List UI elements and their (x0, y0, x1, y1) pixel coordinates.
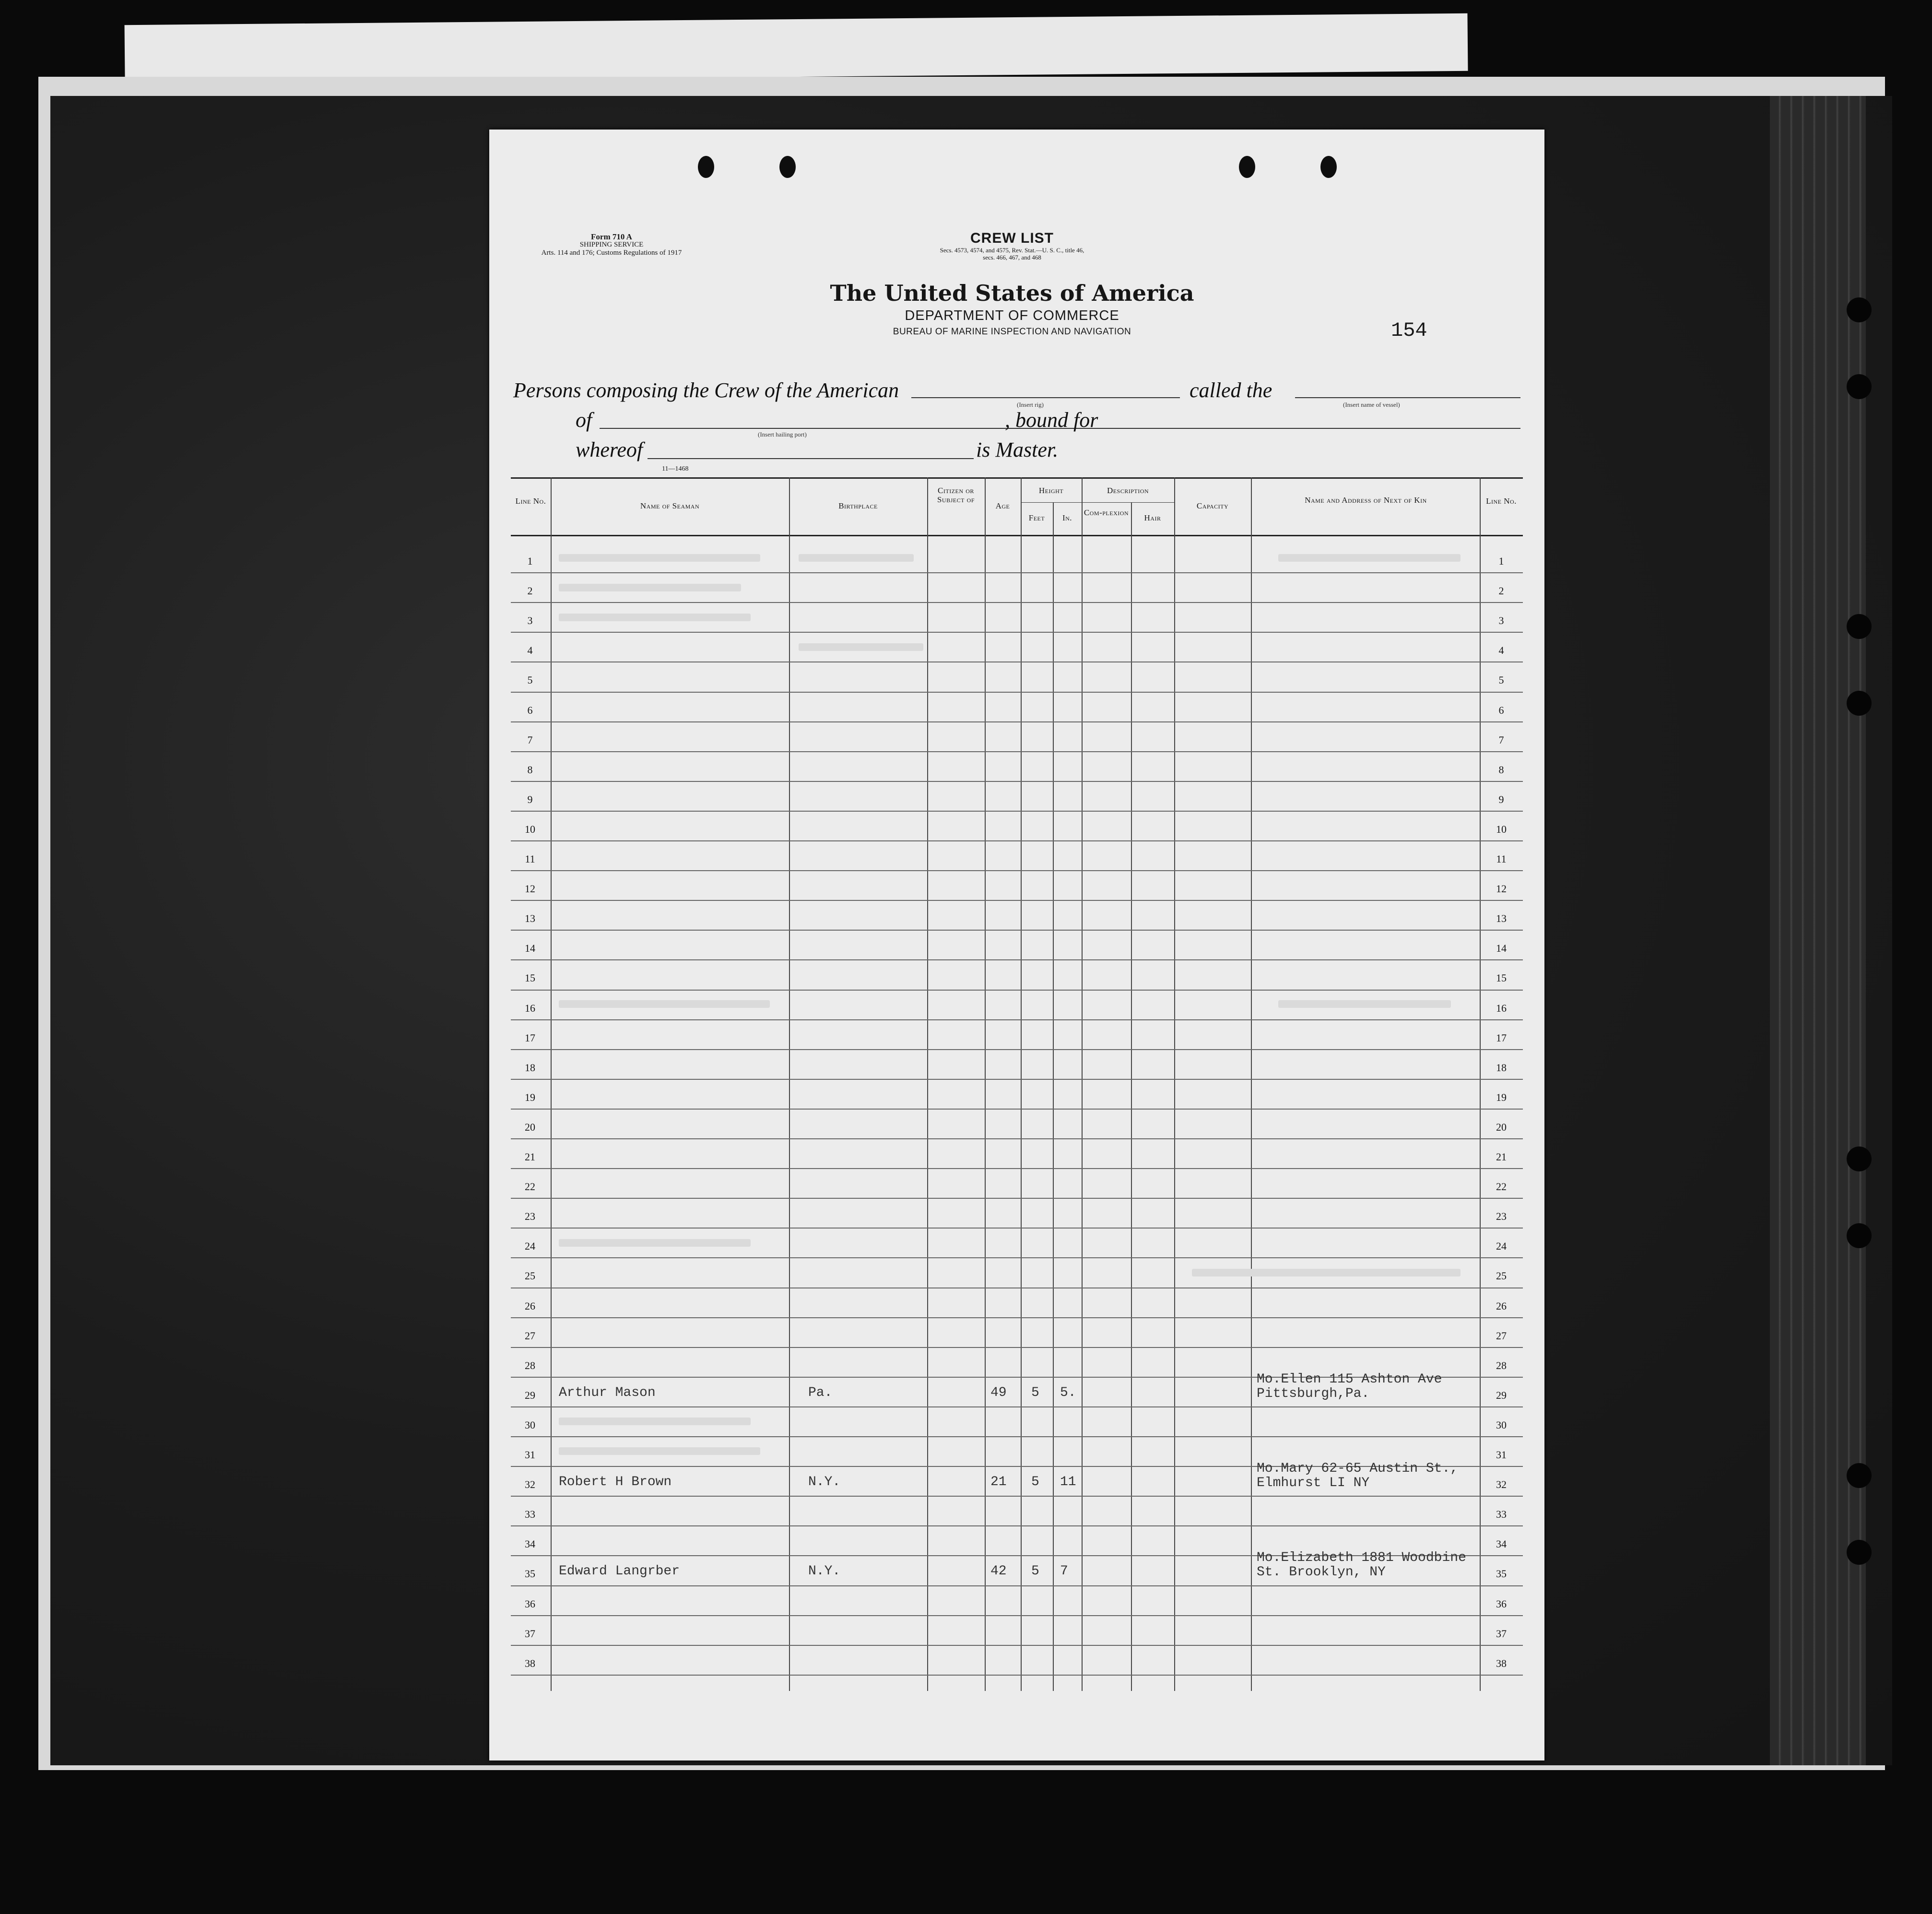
line-number-left: 9 (527, 793, 533, 805)
line-number-left: 24 (525, 1240, 535, 1252)
table-row-rule (511, 1347, 1523, 1348)
table-row-rule (511, 1019, 1523, 1020)
column-header-kin: Name and Address of Next of Kin (1305, 496, 1427, 505)
faded-entry (559, 614, 751, 621)
age: 49 (990, 1385, 1007, 1400)
table-row-rule (511, 811, 1523, 812)
table-row-rule (511, 1615, 1523, 1616)
column-header-inches: In. (1062, 513, 1072, 522)
next-of-kin-line1: Mo.Elizabeth 1881 Woodbine (1257, 1550, 1466, 1566)
table-row-rule (511, 602, 1523, 603)
rig-hint: (Insert rig) (1017, 401, 1044, 408)
column-header-citizen: Citizen or Subject of (937, 486, 975, 504)
faded-entry (1278, 554, 1461, 562)
column-header-name: Name of Seaman (640, 501, 700, 510)
line-number-left: 6 (527, 704, 533, 716)
master-field-line (648, 458, 974, 459)
column-rule (1174, 477, 1175, 1691)
table-row-rule (511, 1406, 1523, 1407)
preamble-is-master: is Master. (976, 438, 1059, 461)
seaman-name: Edward Langrber (559, 1564, 680, 1579)
page-number: 154 (1391, 319, 1427, 342)
table-row-rule (511, 1079, 1523, 1080)
binder-hole-icon (1847, 691, 1872, 716)
line-number-left: 7 (527, 733, 533, 746)
column-rule (551, 477, 552, 1691)
line-number-right: 22 (1496, 1181, 1507, 1193)
line-number-right: 10 (1496, 823, 1507, 835)
next-of-kin-line1: Mo.Mary 62-65 Austin St., (1257, 1461, 1459, 1477)
faded-entry (559, 1447, 760, 1455)
line-number-right: 34 (1496, 1538, 1507, 1550)
line-number-right: 1 (1498, 555, 1504, 567)
birthplace: N.Y. (808, 1564, 841, 1579)
next-of-kin-line2: Pittsburgh,Pa. (1257, 1386, 1370, 1401)
column-header-feet: Feet (1028, 513, 1045, 522)
line-number-right: 6 (1498, 704, 1504, 716)
preamble-bound-for: , bound for (1005, 408, 1098, 432)
column-rule (1251, 477, 1252, 1691)
table-row-rule (511, 1317, 1523, 1318)
department-heading: DEPARTMENT OF COMMERCE (905, 308, 1119, 323)
line-number-right: 26 (1496, 1300, 1507, 1312)
line-number-left: 3 (527, 614, 533, 627)
line-number-left: 29 (525, 1389, 535, 1401)
height-inches: 5. (1060, 1385, 1076, 1400)
title-block (815, 230, 1209, 337)
sheet-hole-icon (1239, 156, 1255, 178)
birthplace: N.Y. (808, 1475, 841, 1490)
line-number-right: 32 (1496, 1478, 1507, 1491)
line-number-right: 16 (1496, 1002, 1507, 1014)
binder-hole-icon (1847, 1146, 1872, 1171)
line-number-right: 38 (1496, 1657, 1507, 1669)
table-row-rule (511, 990, 1523, 991)
line-number-right: 5 (1498, 674, 1504, 686)
next-of-kin-line2: St. Brooklyn, NY (1257, 1565, 1386, 1580)
faded-entry (799, 554, 914, 562)
form-number: Form 710 A (591, 232, 632, 241)
line-number-right: 23 (1496, 1210, 1507, 1223)
next-of-kin-line2: Elmhurst LI NY (1257, 1476, 1370, 1491)
table-row-rule (511, 900, 1523, 901)
line-number-left: 35 (525, 1568, 535, 1580)
vessel-field-line (1295, 397, 1520, 398)
line-number-left: 14 (525, 942, 535, 955)
line-number-left: 32 (525, 1478, 535, 1491)
column-header-capacity: Capacity (1196, 501, 1229, 510)
line-number-left: 27 (525, 1329, 535, 1342)
line-number-right: 2 (1498, 585, 1504, 597)
height-inches: 11 (1060, 1475, 1076, 1490)
line-number-left: 1 (527, 555, 533, 567)
line-number-left: 34 (525, 1538, 535, 1550)
line-number-left: 4 (527, 644, 533, 657)
line-number-left: 17 (525, 1031, 535, 1044)
line-number-left: 30 (525, 1418, 535, 1431)
faded-entry (559, 1239, 751, 1247)
line-number-right: 15 (1496, 972, 1507, 984)
binder-hole-icon (1847, 297, 1872, 322)
line-number-right: 33 (1496, 1508, 1507, 1521)
faded-entry (1278, 1000, 1451, 1008)
table-row-rule (511, 1109, 1523, 1110)
sheet-hole-icon (698, 156, 714, 178)
table-row-rule (511, 1228, 1523, 1229)
line-number-right: 37 (1496, 1627, 1507, 1640)
line-number-left: 12 (525, 883, 535, 895)
line-number-left: 36 (525, 1597, 535, 1610)
bureau-heading: BUREAU OF MARINE INSPECTION AND NAVIGATION (893, 327, 1131, 337)
faded-entry (1192, 1269, 1461, 1276)
line-number-left: 13 (525, 912, 535, 925)
line-number-right: 7 (1498, 733, 1504, 746)
line-number-right: 8 (1498, 763, 1504, 776)
height-inches: 7 (1060, 1564, 1068, 1579)
column-rule (1131, 502, 1132, 1691)
line-number-right: 35 (1496, 1568, 1507, 1580)
line-number-left: 18 (525, 1061, 535, 1074)
line-number-right: 3 (1498, 614, 1504, 627)
page-title: CREW LIST (970, 230, 1054, 246)
line-number-right: 31 (1496, 1449, 1507, 1461)
table-row-rule (511, 1436, 1523, 1437)
table-row-rule (511, 1257, 1523, 1258)
column-rule (789, 477, 790, 1691)
table-row-rule (511, 781, 1523, 782)
line-number-left: 38 (525, 1657, 535, 1669)
line-number-left: 37 (525, 1627, 535, 1640)
table-row-rule (511, 1525, 1523, 1526)
rig-field-line (911, 397, 1180, 398)
faded-entry (559, 1000, 770, 1008)
next-of-kin-line1: Mo.Ellen 115 Ashton Ave (1257, 1371, 1442, 1387)
table-row-rule (511, 1496, 1523, 1497)
age: 21 (990, 1475, 1007, 1490)
binder-spine (1770, 96, 1866, 1765)
binder-top-sheet (125, 13, 1468, 83)
line-number-left: 8 (527, 763, 533, 776)
line-number-right: 29 (1496, 1389, 1507, 1401)
line-number-left: 26 (525, 1300, 535, 1312)
column-rule (1053, 502, 1054, 1691)
line-number-right: 19 (1496, 1091, 1507, 1103)
birthplace: Pa. (808, 1385, 833, 1400)
binder-hole-icon (1847, 374, 1872, 399)
table-row-rule (511, 959, 1523, 960)
column-header-height: Height (1038, 486, 1064, 495)
line-number-left: 10 (525, 823, 535, 835)
line-number-right: 4 (1498, 644, 1504, 657)
table-row-rule (511, 572, 1523, 573)
preamble-persons: Persons composing the Crew of the American (513, 378, 899, 402)
faded-entry (559, 584, 741, 591)
preamble-whereof: whereof (576, 438, 643, 461)
line-number-right: 21 (1496, 1151, 1507, 1163)
column-rule (1021, 477, 1022, 1691)
line-number-right: 14 (1496, 942, 1507, 955)
column-header-line-no: Line No. (515, 496, 546, 506)
column-rule (985, 477, 986, 1691)
table-row-rule (511, 840, 1523, 841)
table-row-rule (511, 870, 1523, 871)
line-number-left: 28 (525, 1359, 535, 1371)
line-number-right: 24 (1496, 1240, 1507, 1252)
column-header-age: Age (995, 501, 1010, 510)
height-feet: 5 (1031, 1564, 1039, 1579)
line-number-right: 18 (1496, 1061, 1507, 1074)
line-number-left: 11 (525, 853, 535, 865)
sheet-hole-icon (1320, 156, 1337, 178)
binder-hole-icon (1847, 1223, 1872, 1248)
line-number-left: 25 (525, 1270, 535, 1282)
form-code: 11—1468 (662, 465, 689, 473)
statute-line: Secs. 4573, 4574, and 4575, Rev. Stat.—U. S. C., title 46, (940, 247, 1084, 254)
column-header-birthplace: Birthplace (838, 501, 878, 510)
sheet-hole-icon (779, 156, 796, 178)
column-rule (927, 477, 928, 1691)
table-row-rule (511, 692, 1523, 693)
line-number-left: 22 (525, 1181, 535, 1193)
table-row-rule (511, 632, 1523, 633)
column-rule (1480, 477, 1481, 1691)
crew-list-document (489, 130, 1544, 1760)
column-header-hair: Hair (1144, 513, 1161, 522)
line-number-left: 15 (525, 972, 535, 984)
line-number-left: 5 (527, 674, 533, 686)
table-top-rule (511, 477, 1523, 479)
column-header-complexion: Com-plexion (1084, 508, 1129, 517)
destination-field-line (1103, 428, 1520, 429)
line-number-left: 21 (525, 1151, 535, 1163)
line-number-right: 28 (1496, 1359, 1507, 1371)
line-number-left: 19 (525, 1091, 535, 1103)
seaman-name: Arthur Mason (559, 1385, 656, 1400)
height-subrule (1021, 502, 1174, 503)
line-number-right: 30 (1496, 1418, 1507, 1431)
preamble-of: of (576, 408, 592, 432)
table-row-rule (511, 1168, 1523, 1169)
line-number-left: 20 (525, 1121, 535, 1133)
column-header-description: Description (1107, 486, 1149, 495)
table-row-rule (511, 1645, 1523, 1646)
faded-entry (559, 554, 760, 562)
binder-hole-icon (1847, 1540, 1872, 1565)
table-row-rule (511, 930, 1523, 931)
faded-entry (559, 1418, 751, 1425)
form-info (504, 233, 719, 257)
preamble-called-the: called the (1190, 378, 1272, 402)
line-number-left: 16 (525, 1002, 535, 1014)
table-row-rule (511, 1198, 1523, 1199)
line-number-right: 13 (1496, 912, 1507, 925)
height-feet: 5 (1031, 1475, 1039, 1490)
form-articles: Arts. 114 and 176; Customs Regulations of 1917 (541, 249, 682, 257)
line-number-right: 27 (1496, 1329, 1507, 1342)
line-number-right: 36 (1496, 1597, 1507, 1610)
binder-hole-icon (1847, 1463, 1872, 1488)
table-row-rule (511, 1585, 1523, 1586)
line-number-left: 2 (527, 585, 533, 597)
faded-entry (799, 643, 923, 651)
form-service: SHIPPING SERVICE (579, 241, 644, 248)
line-number-right: 25 (1496, 1270, 1507, 1282)
table-row-rule (511, 1675, 1523, 1676)
table-row-rule (511, 721, 1523, 722)
height-feet: 5 (1031, 1385, 1039, 1400)
table-row-rule (511, 1049, 1523, 1050)
line-number-left: 23 (525, 1210, 535, 1223)
seaman-name: Robert H Brown (559, 1475, 672, 1490)
age: 42 (990, 1564, 1007, 1579)
column-header-line-no-right: Line No. (1486, 496, 1517, 506)
statute-line: secs. 466, 467, and 468 (983, 254, 1041, 261)
line-number-left: 33 (525, 1508, 535, 1521)
port-hint: (Insert hailing port) (758, 431, 807, 438)
vessel-hint: (Insert name of vessel) (1343, 401, 1400, 408)
line-number-left: 31 (525, 1449, 535, 1461)
nation-heading: The United States of America (830, 280, 1194, 306)
line-number-right: 17 (1496, 1031, 1507, 1044)
line-number-right: 12 (1496, 883, 1507, 895)
crew-table (511, 477, 1523, 1691)
table-row-rule (511, 1138, 1523, 1139)
line-number-right: 9 (1498, 793, 1504, 805)
line-number-right: 20 (1496, 1121, 1507, 1133)
table-row-rule (511, 751, 1523, 752)
column-rule (1082, 477, 1083, 1691)
binder-hole-icon (1847, 614, 1872, 639)
line-number-right: 11 (1496, 853, 1507, 865)
header-bottom-rule (511, 535, 1523, 536)
